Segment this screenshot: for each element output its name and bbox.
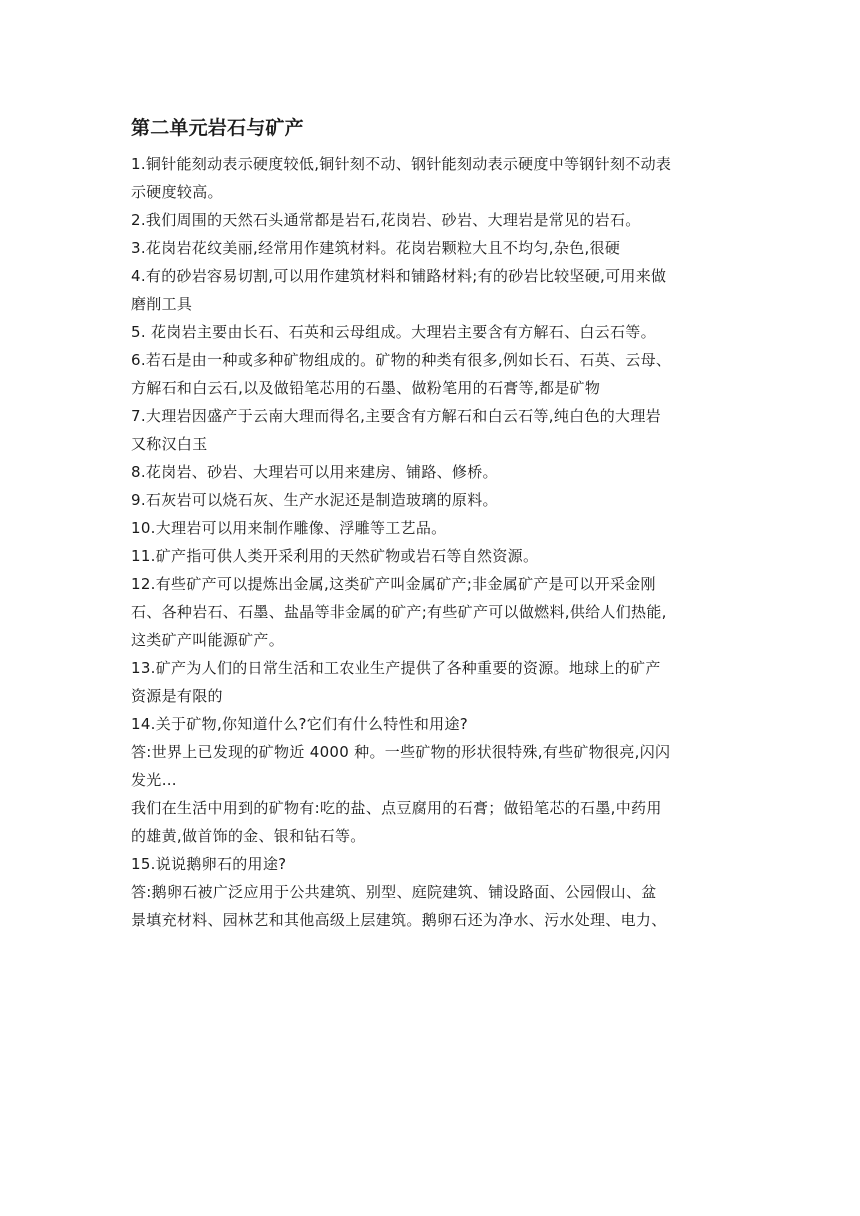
paragraph-line: 又称汉白玉 [131, 435, 208, 453]
paragraph-line: 2.我们周围的天然石头通常都是岩石,花岗岩、砂岩、大理岩是常见的岩石。 [131, 211, 641, 229]
paragraph-line: 方解石和白云石,以及做铅笔芯用的石墨、做粉笔用的石膏等,都是矿物 [131, 379, 601, 397]
paragraph [131, 458, 731, 486]
paragraph-line: 11.矿产指可供人类开采利用的天然矿物或岩石等自然资源。 [131, 547, 539, 565]
paragraph-line: 资源是有限的 [131, 687, 223, 705]
paragraph-line: 我们在生活中用到的矿物有:吃的盐、点豆腐用的石膏；做铅笔芯的石墨,中药用 [131, 799, 662, 817]
paragraph-line: 发光… [131, 771, 177, 789]
paragraph-line: 15.说说鹅卵石的用途? [131, 855, 287, 873]
paragraph [131, 318, 731, 346]
paragraph [131, 150, 731, 206]
paragraph [131, 878, 731, 934]
paragraph [131, 654, 731, 710]
paragraph [131, 262, 731, 318]
paragraph-line: 这类矿产叫能源矿产。 [131, 631, 285, 649]
paragraph-line: 13.矿产为人们的日常生活和工农业生产提供了各种重要的资源。地球上的矿产 [131, 659, 661, 677]
paragraph [131, 514, 731, 542]
paragraph [131, 346, 731, 402]
paragraph [131, 850, 731, 878]
paragraph-line: 9.石灰岩可以烧石灰、生产水泥还是制造玻璃的原料。 [131, 491, 498, 509]
paragraph-line: 磨削工具 [131, 295, 193, 313]
paragraph-line: 7.大理岩因盛产于云南大理而得名,主要含有方解石和白云石等,纯白色的大理岩 [131, 407, 661, 425]
paragraph [131, 794, 731, 850]
paragraph-line: 5. 花岗岩主要由长石、石英和云母组成。大理岩主要含有方解石、白云石等。 [131, 323, 656, 341]
paragraph [131, 542, 731, 570]
paragraph [131, 710, 731, 738]
paragraph-line: 10.大理岩可以用来制作雕像、浮雕等工艺品。 [131, 519, 447, 537]
paragraph [131, 738, 731, 794]
paragraph [131, 234, 731, 262]
paragraph [131, 206, 731, 234]
paragraph [131, 486, 731, 514]
paragraph-line: 答:世界上已发现的矿物近 4000 种。一些矿物的形状很特殊,有些矿物很亮,闪闪 [131, 743, 671, 761]
document-title: 第二单元岩石与矿产 [131, 117, 304, 139]
paragraph-line: 示硬度较高。 [131, 183, 223, 201]
paragraph-line: 14.关于矿物,你知道什么?它们有什么特性和用途? [131, 715, 469, 733]
paragraph-line: 12.有些矿产可以提炼出金属,这类矿产叫金属矿产;非金属矿产是可以开采金刚 [131, 575, 656, 593]
paragraph-line: 3.花岗岩花纹美丽,经常用作建筑材料。花岗岩颗粒大且不均匀,杂色,很硬 [131, 239, 621, 257]
paragraph-list [131, 150, 731, 934]
paragraph [131, 402, 731, 458]
paragraph-line: 1.铜针能刻动表示硬度较低,铜针刻不动、钢针能刻动表示硬度中等钢针刻不动表 [131, 155, 672, 173]
paragraph [131, 570, 731, 654]
paragraph-line: 6.若石是由一种或多种矿物组成的。矿物的种类有很多,例如长石、石英、云母、 [131, 351, 672, 369]
paragraph-line: 景填充材料、园林艺和其他高级上层建筑。鹅卵石还为净水、污水处理、电力、 [131, 911, 667, 929]
paragraph-line: 石、各种岩石、石墨、盐晶等非金属的矿产;有些矿产可以做燃料,供给人们热能, [131, 603, 667, 621]
paragraph-line: 4.有的砂岩容易切割,可以用作建筑材料和铺路材料;有的砂岩比较坚硬,可用来做 [131, 267, 667, 285]
document-body [131, 108, 731, 934]
paragraph-line: 8.花岗岩、砂岩、大理岩可以用来建房、铺路、修桥。 [131, 463, 498, 481]
paragraph-line: 答:鹅卵石被广泛应用于公共建筑、别型、庭院建筑、铺设路面、公园假山、盆 [131, 883, 657, 901]
paragraph-line: 的雄黄,做首饰的金、银和钻石等。 [131, 827, 366, 845]
